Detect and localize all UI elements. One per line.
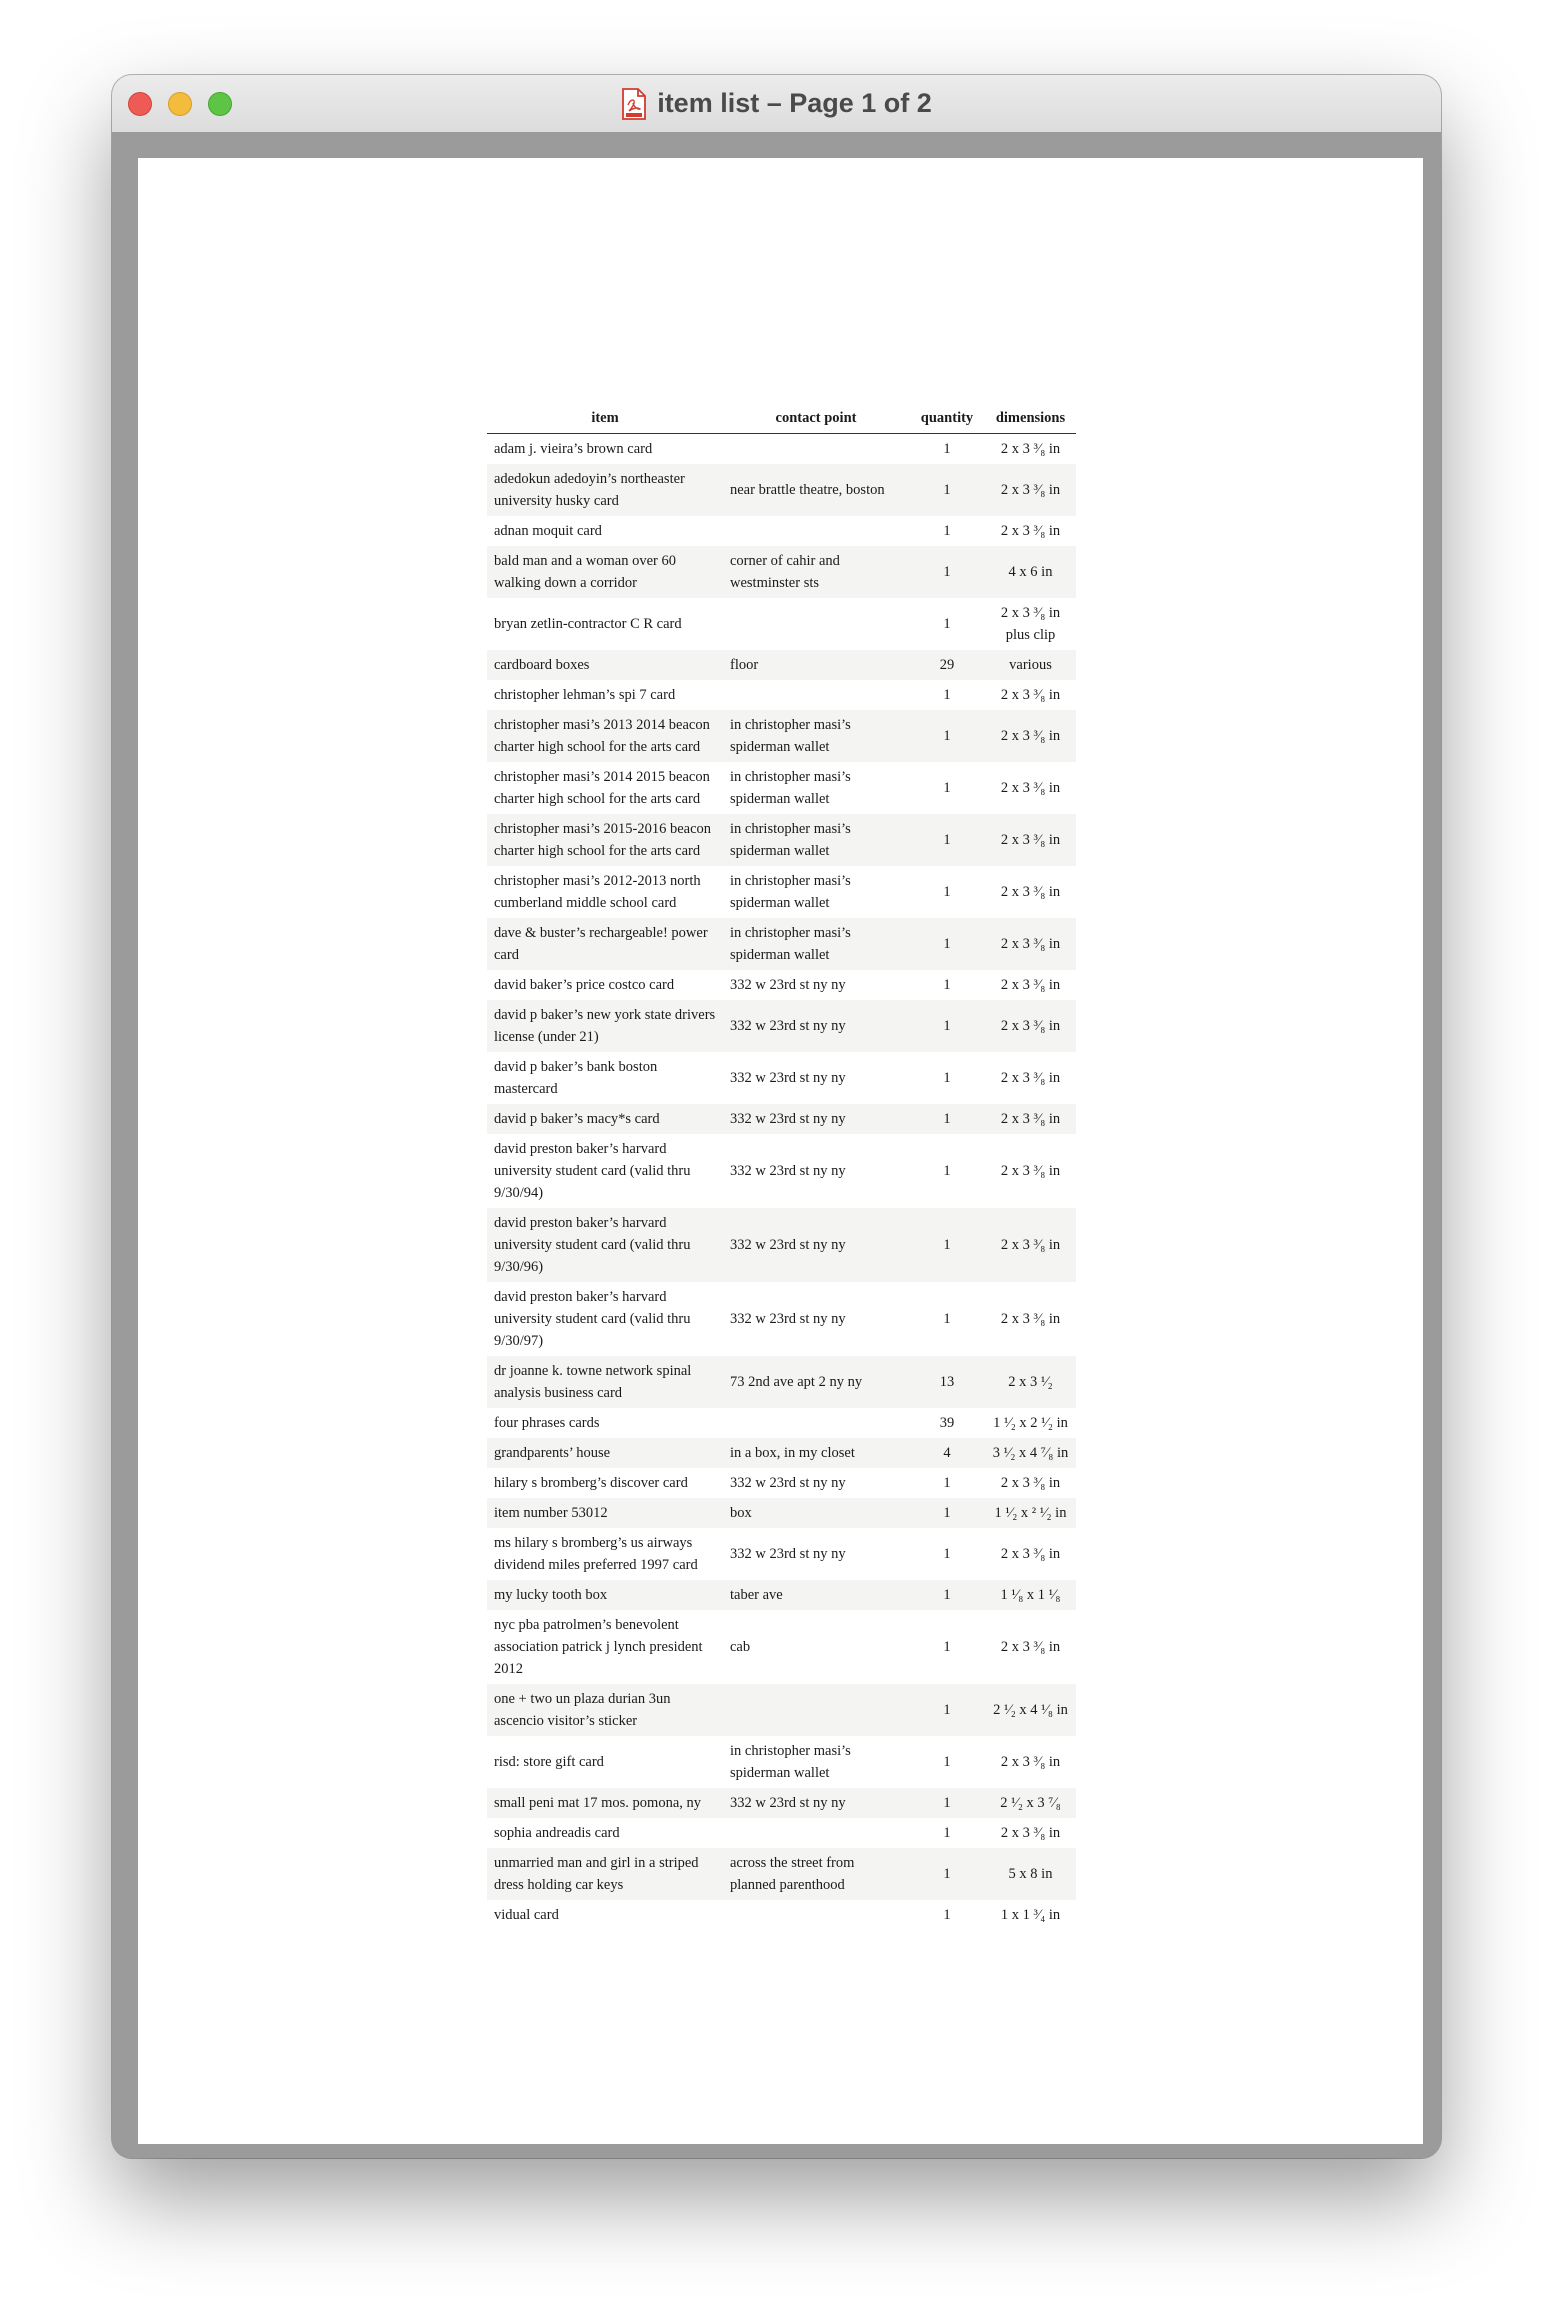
dimensions-value: 2 ¹⁄₂ x 4 ¹⁄₈ in <box>993 1702 1068 1718</box>
dimensions-value: 3 ¹⁄₂ x 4 ⁷⁄₈ in <box>992 1445 1069 1461</box>
quantity-cell: 1 <box>943 1825 951 1841</box>
contact-point-cell: near brattle theatre, boston <box>723 464 909 516</box>
quantity-cell: 39 <box>939 1415 955 1431</box>
item-cell: four phrases cards <box>494 1415 600 1431</box>
item-table <box>487 407 1076 1930</box>
dimensions-cell <box>985 464 1076 516</box>
table-row <box>487 516 1076 546</box>
quantity-cell: 1 <box>943 687 951 703</box>
item-cell: david baker’s price costco card <box>494 977 675 993</box>
table-row <box>487 546 1076 598</box>
dimensions-cell <box>985 1000 1076 1052</box>
contact-point-cell: 332 w 23rd st ny ny <box>723 1788 909 1818</box>
quantity-cell: 1 <box>909 464 985 516</box>
dimensions-value: various <box>1009 657 1052 673</box>
dimensions-value: 2 x 3 ³⁄₈ in <box>1000 832 1061 848</box>
contact-point-cell: 332 w 23rd st ny ny <box>730 977 846 993</box>
quantity-cell: 1 <box>943 884 951 900</box>
dimensions-cell <box>985 1528 1076 1580</box>
dimensions-value: 2 x 3 ³⁄₈ in <box>1000 1311 1061 1327</box>
dimensions-cell <box>985 814 1076 866</box>
table-row <box>487 1356 1076 1408</box>
dimensions-value: 2 x 3 ³⁄₈ in <box>1000 936 1061 952</box>
dimensions-value: 2 x 3 ³⁄₈ in <box>1000 1237 1061 1253</box>
contact-point-cell: 332 w 23rd st ny ny <box>730 1475 846 1491</box>
dimensions-cell <box>985 1610 1076 1684</box>
item-cell: dr joanne k. towne network spinal analysis business card <box>487 1356 723 1408</box>
table-row <box>487 1208 1076 1282</box>
item-cell: item number 53012 <box>487 1498 723 1528</box>
quantity-cell: 1 <box>909 710 985 762</box>
dimensions-value: 2 x 3 ³⁄₈ in <box>1000 1639 1061 1655</box>
dimensions-cell <box>985 1498 1076 1528</box>
quantity-cell: 1 <box>909 1498 985 1528</box>
dimensions-cell <box>985 1900 1076 1930</box>
dimensions-cell <box>985 710 1076 762</box>
dimensions-cell <box>985 1356 1076 1408</box>
contact-point-cell: 332 w 23rd st ny ny <box>730 1546 846 1562</box>
dimensions-value: 2 x 3 ³⁄₈ in <box>1000 1546 1061 1562</box>
table-row <box>487 1498 1076 1528</box>
column-header-quantity: quantity <box>909 407 985 434</box>
item-cell: nyc pba patrolmen’s benevolent association patrick j lynch president 2012 <box>494 1617 703 1677</box>
table-row <box>487 1104 1076 1134</box>
item-cell: bald man and a woman over 60 walking down a corridor <box>487 546 723 598</box>
dimensions-value: 2 x 3 ³⁄₈ in <box>1000 977 1061 993</box>
window-title <box>112 75 1441 132</box>
contact-point-cell <box>723 680 909 710</box>
dimensions-value: 2 x 3 ³⁄₈ in <box>1000 482 1061 498</box>
item-cell: david p baker’s new york state drivers license (under 21) <box>487 1000 723 1052</box>
table-row <box>487 1900 1076 1930</box>
quantity-cell: 1 <box>943 616 951 632</box>
window-title-text: item list – Page 1 of 2 <box>657 88 932 118</box>
quantity-cell: 1 <box>943 1639 951 1655</box>
dimensions-cell <box>985 1788 1076 1818</box>
contact-point-cell: in a box, in my closet <box>723 1438 909 1468</box>
column-header-item: item <box>487 407 723 434</box>
item-cell: bryan zetlin-contractor C R card <box>494 616 682 632</box>
dimensions-value: 2 x 3 ³⁄₈ in <box>1000 687 1061 703</box>
quantity-cell: 1 <box>909 1788 985 1818</box>
table-row <box>487 1438 1076 1468</box>
contact-point-cell <box>723 1408 909 1438</box>
quantity-cell: 1 <box>909 1208 985 1282</box>
quantity-cell: 1 <box>943 977 951 993</box>
dimensions-cell <box>985 1408 1076 1438</box>
table-row <box>487 1000 1076 1052</box>
table-header-row <box>487 407 1076 434</box>
quantity-cell: 1 <box>909 1580 985 1610</box>
table-row <box>487 710 1076 762</box>
title-bar[interactable] <box>112 75 1441 133</box>
dimensions-cell <box>985 434 1076 465</box>
dimensions-value: 2 x 3 ³⁄₈ in <box>1000 780 1061 796</box>
item-cell: adedokun adedoyin’s northeaster university husky card <box>487 464 723 516</box>
column-header-dimensions: dimensions <box>985 407 1076 434</box>
table-row <box>487 598 1076 650</box>
item-cell: cardboard boxes <box>487 650 723 680</box>
column-header-contact-point: contact point <box>723 407 909 434</box>
contact-point-cell: in christopher masi’s spiderman wallet <box>730 1743 851 1781</box>
quantity-cell: 1 <box>943 1163 951 1179</box>
item-cell: ms hilary s bromberg’s us airways dividend miles preferred 1997 card <box>494 1535 698 1573</box>
dimensions-value: 2 x 3 ³⁄₈ in <box>1000 1111 1061 1127</box>
item-cell: grandparents’ house <box>487 1438 723 1468</box>
table-row <box>487 1468 1076 1498</box>
quantity-cell: 1 <box>943 1311 951 1327</box>
quantity-cell: 1 <box>909 918 985 970</box>
pdf-viewer-window <box>112 75 1441 2158</box>
dimensions-value: 2 x 3 ³⁄₈ in <box>1000 441 1061 457</box>
table-row <box>487 866 1076 918</box>
quantity-cell: 1 <box>943 1907 951 1923</box>
dimensions-value: 4 x 6 in <box>1008 564 1053 580</box>
dimensions-cell <box>985 546 1076 598</box>
table-row <box>487 1580 1076 1610</box>
dimensions-value: 2 x 3 ¹⁄₂ <box>1008 1374 1053 1390</box>
contact-point-cell: 332 w 23rd st ny ny <box>730 1070 846 1086</box>
contact-point-cell: 332 w 23rd st ny ny <box>730 1163 846 1179</box>
quantity-cell: 1 <box>943 523 951 539</box>
table-body <box>487 434 1076 1931</box>
item-cell: david preston baker’s harvard university student card (valid thru 9/30/97) <box>494 1289 691 1349</box>
dimensions-value: 2 x 3 ³⁄₈ in <box>1000 1825 1061 1841</box>
table-row <box>487 1528 1076 1580</box>
quantity-cell: 29 <box>909 650 985 680</box>
contact-point-cell <box>723 1818 909 1848</box>
dimensions-cell <box>985 1736 1076 1788</box>
table-row <box>487 680 1076 710</box>
dimensions-cell <box>985 516 1076 546</box>
quantity-cell: 1 <box>943 1546 951 1562</box>
contact-point-cell <box>723 598 909 650</box>
dimensions-cell <box>985 1134 1076 1208</box>
table-row <box>487 762 1076 814</box>
contact-point-cell: 73 2nd ave apt 2 ny ny <box>723 1356 909 1408</box>
item-cell: adnan moquit card <box>494 523 602 539</box>
dimensions-note: plus clip <box>1005 627 1056 643</box>
item-cell: sophia andreadis card <box>494 1825 620 1841</box>
dimensions-cell <box>985 1438 1076 1468</box>
dimensions-cell <box>985 918 1076 970</box>
table-row <box>487 1788 1076 1818</box>
item-cell: my lucky tooth box <box>487 1580 723 1610</box>
dimensions-cell <box>985 680 1076 710</box>
item-cell: risd: store gift card <box>494 1754 604 1770</box>
quantity-cell: 1 <box>943 1475 951 1491</box>
dimensions-cell <box>985 762 1076 814</box>
table-row <box>487 1684 1076 1736</box>
item-cell: christopher lehman’s spi 7 card <box>494 687 676 703</box>
dimensions-cell <box>985 1580 1076 1610</box>
quantity-cell: 1 <box>943 441 951 457</box>
dimensions-value: 2 x 3 ³⁄₈ in <box>1000 605 1061 621</box>
contact-point-cell: floor <box>723 650 909 680</box>
item-cell: hilary s bromberg’s discover card <box>494 1475 688 1491</box>
table-row <box>487 1610 1076 1684</box>
dimensions-value: 2 x 3 ³⁄₈ in <box>1000 523 1061 539</box>
quantity-cell: 4 <box>909 1438 985 1468</box>
contact-point-cell: 332 w 23rd st ny ny <box>723 1000 909 1052</box>
table-row <box>487 1408 1076 1438</box>
contact-point-cell: in christopher masi’s spiderman wallet <box>723 918 909 970</box>
table-row <box>487 970 1076 1000</box>
table-row <box>487 1818 1076 1848</box>
contact-point-cell <box>723 516 909 546</box>
pdf-document-icon <box>621 88 647 120</box>
table-row <box>487 1736 1076 1788</box>
table-row <box>487 1052 1076 1104</box>
contact-point-cell: box <box>723 1498 909 1528</box>
contact-point-cell: corner of cahir and westminster sts <box>723 546 909 598</box>
item-cell: david p baker’s macy*s card <box>487 1104 723 1134</box>
dimensions-value: 2 x 3 ³⁄₈ in <box>1000 884 1061 900</box>
contact-point-cell: in christopher masi’s spiderman wallet <box>730 769 851 807</box>
item-cell: unmarried man and girl in a striped dress holding car keys <box>487 1848 723 1900</box>
quantity-cell: 1 <box>943 1070 951 1086</box>
item-cell: christopher masi’s 2015-2016 beacon charter high school for the arts card <box>487 814 723 866</box>
table-row <box>487 918 1076 970</box>
dimensions-value: 1 ¹⁄₂ x 2 ¹⁄₂ in <box>993 1415 1068 1431</box>
contact-point-cell <box>723 434 909 465</box>
dimensions-cell <box>985 1468 1076 1498</box>
dimensions-value: 2 x 3 ³⁄₈ in <box>1000 1475 1061 1491</box>
dimensions-cell <box>985 866 1076 918</box>
dimensions-cell <box>985 1104 1076 1134</box>
item-cell: christopher masi’s 2013 2014 beacon charter high school for the arts card <box>487 710 723 762</box>
dimensions-value: 1 ¹⁄₈ x 1 ¹⁄₈ <box>1000 1587 1061 1603</box>
quantity-cell: 1 <box>909 1104 985 1134</box>
item-cell: david p baker’s bank boston mastercard <box>494 1059 658 1097</box>
dimensions-cell <box>985 598 1076 650</box>
quantity-cell: 1 <box>943 780 951 796</box>
contact-point-cell: 332 w 23rd st ny ny <box>723 1104 909 1134</box>
contact-point-cell: in christopher masi’s spiderman wallet <box>723 710 909 762</box>
dimensions-cell <box>985 970 1076 1000</box>
quantity-cell: 1 <box>909 1684 985 1736</box>
dimensions-value: 2 ¹⁄₂ x 3 ⁷⁄₈ <box>1000 1795 1061 1811</box>
dimensions-cell <box>985 650 1076 680</box>
dimensions-value: 2 x 3 ³⁄₈ in <box>1000 1754 1061 1770</box>
dimensions-value: 2 x 3 ³⁄₈ in <box>1000 1018 1061 1034</box>
quantity-cell: 1 <box>909 546 985 598</box>
contact-point-cell <box>723 1900 909 1930</box>
item-cell: vidual card <box>494 1907 559 1923</box>
item-cell: dave & buster’s rechargeable! power card <box>487 918 723 970</box>
contact-point-cell: 332 w 23rd st ny ny <box>730 1311 846 1327</box>
item-cell: christopher masi’s 2014 2015 beacon charter high school for the arts card <box>494 769 710 807</box>
quantity-cell: 1 <box>909 1000 985 1052</box>
dimensions-value: 2 x 3 ³⁄₈ in <box>1000 728 1061 744</box>
quantity-cell: 1 <box>909 1848 985 1900</box>
dimensions-cell <box>985 1052 1076 1104</box>
table-row <box>487 1134 1076 1208</box>
quantity-cell: 13 <box>909 1356 985 1408</box>
item-cell: small peni mat 17 mos. pomona, ny <box>487 1788 723 1818</box>
contact-point-cell: in christopher masi’s spiderman wallet <box>730 873 851 911</box>
contact-point-cell: taber ave <box>723 1580 909 1610</box>
dimensions-value: 2 x 3 ³⁄₈ in <box>1000 1163 1061 1179</box>
contact-point-cell: 332 w 23rd st ny ny <box>723 1208 909 1282</box>
quantity-cell: 1 <box>943 1754 951 1770</box>
contact-point-cell: in christopher masi’s spiderman wallet <box>723 814 909 866</box>
item-cell: one + two un plaza durian 3un ascencio visitor’s sticker <box>487 1684 723 1736</box>
dimensions-cell <box>985 1208 1076 1282</box>
dimensions-value: 2 x 3 ³⁄₈ in <box>1000 1070 1061 1086</box>
item-cell: david preston baker’s harvard university student card (valid thru 9/30/96) <box>487 1208 723 1282</box>
dimensions-cell <box>985 1818 1076 1848</box>
contact-point-cell: cab <box>730 1639 751 1655</box>
dimensions-cell <box>985 1282 1076 1356</box>
contact-point-cell: across the street from planned parenthood <box>723 1848 909 1900</box>
table-row <box>487 814 1076 866</box>
dimensions-value: 1 ¹⁄₂ x ² ¹⁄₂ in <box>994 1505 1067 1521</box>
dimensions-cell <box>985 1684 1076 1736</box>
dimensions-cell <box>985 1848 1076 1900</box>
pdf-page <box>138 158 1423 2144</box>
table-row <box>487 434 1076 465</box>
dimensions-value: 1 x 1 ³⁄₄ in <box>1000 1907 1061 1923</box>
table-row <box>487 650 1076 680</box>
item-cell: adam j. vieira’s brown card <box>494 441 653 457</box>
dimensions-value: 5 x 8 in <box>1008 1866 1053 1882</box>
item-cell: david preston baker’s harvard university student card (valid thru 9/30/94) <box>494 1141 691 1201</box>
contact-point-cell <box>723 1684 909 1736</box>
table-row <box>487 464 1076 516</box>
item-cell: christopher masi’s 2012-2013 north cumberland middle school card <box>494 873 701 911</box>
quantity-cell: 1 <box>909 814 985 866</box>
table-row <box>487 1848 1076 1900</box>
table-row <box>487 1282 1076 1356</box>
